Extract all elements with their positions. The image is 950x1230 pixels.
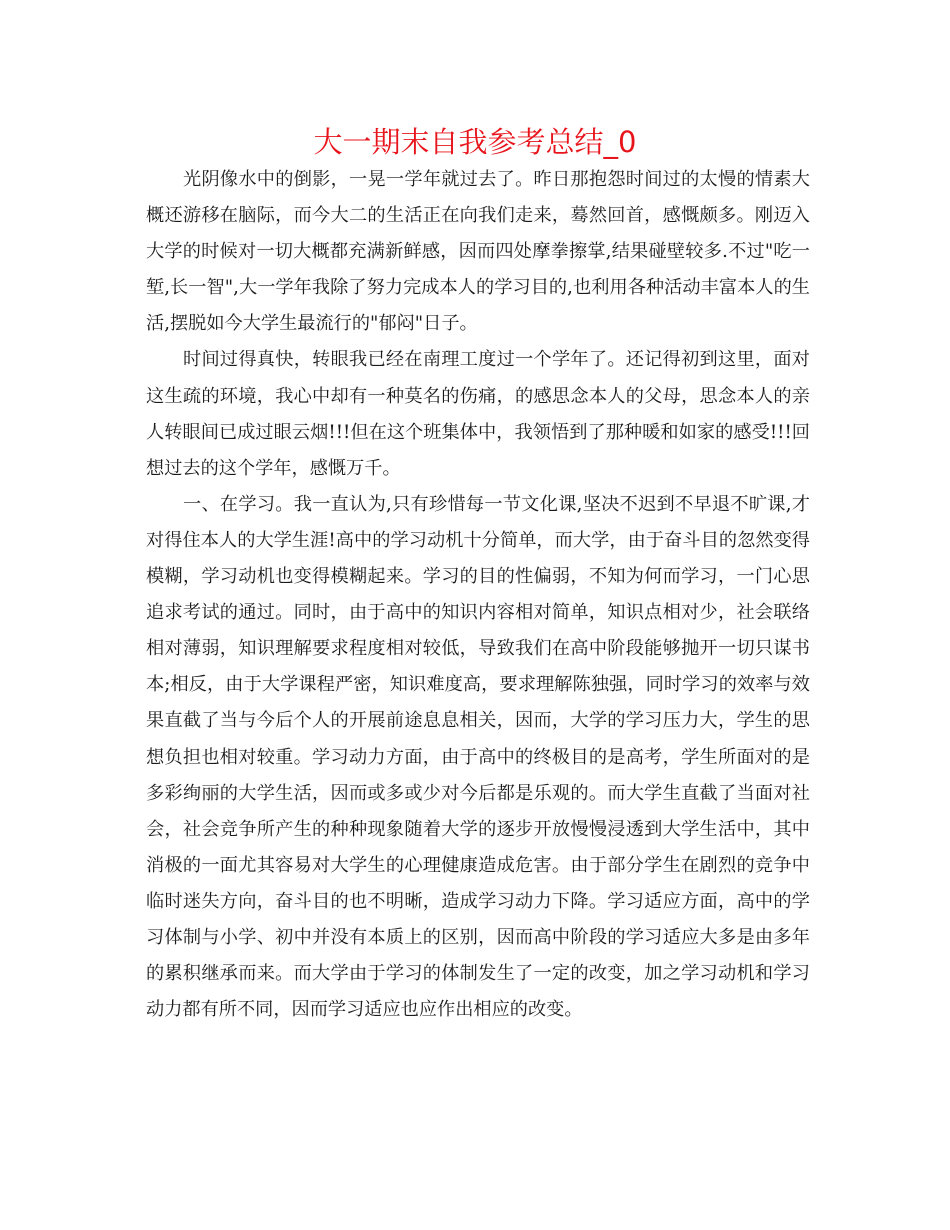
document-title: 大一期末自我参考总结_0: [313, 125, 637, 159]
document-body: [146, 162, 810, 1028]
paragraph-2: 时间过得真快，转眼我已经在南理工度过一个学年了。还记得初到这里，面对这生疏的环境，我心中却有一种莫名的伤痛，的感思念本人的父母，思念本人的亲人转眼间已成过眼云烟!!!但在这个班集体中，我领悟到了那种暖和如家的感受!!!回想过去的这个学年，感慨万千。: [146, 349, 810, 479]
paragraph-3: 一、在学习。我一直认为,只有珍惜每一节文化课,坚决不迟到不早退不旷课,才对得住本人的大学生涯!高中的学习动机十分简单，而大学，由于奋斗目的忽然变得模糊，学习动机也变得模糊起来。学习的目的性偏弱，不知为何而学习，一门心思追求考试的通过。同时，由于高中的知识内容相对简单，知识点相对少，社会联络相对薄弱，知识理解要求程度相对较低，导致我们在高中阶段能够抛开一切只谋书本;相反，由于大学课程严密，知识难度高，要求理解陈独强，同时学习的效率与效果直截了当与今后个人的开展前途息息相关，因而，大学的学习压力大，学生的思想负担也相对较重。学习动力方面，由于高中的终极目的是高考，学生所面对的是多彩绚丽的大学生活，因而或多或少对今后都是乐观的。而大学生直截了当面对社会，社会竞争所产生的种种现象随着大学的逐步开放慢慢浸透到大学生活中，其中消极的一面尤其容易对大学生的心理健康造成危害。由于部分学生在剧烈的竞争中临时迷失方向，奋斗目的也不明晰，造成学习动力下降。学习适应方面，高中的学习体制与小学、初中并没有本质上的区别，因而高中阶段的学习适应大多是由多年的累积继承而来。而大学由于学习的体制发生了一定的改变，加之学习动机和学习动力都有所不同，因而学习适应也应作出相应的改变。: [146, 493, 810, 1021]
paragraph-1: 光阴像水中的倒影，一晃一学年就过去了。昨日那抱怨时间过的太慢的情素大概还游移在脑际，而今大二的生活正在向我们走来，蓦然回首，感慨颇多。刚迈入大学的时候对一切大概都充满新鲜感，因而四处摩拳擦掌,结果碰壁较多.不过"吃一堑,长一智",大一学年我除了努力完成本人的学习目的,也利用各种活动丰富本人的生活,摆脱如今大学生最流行的"郁闷"日子。: [146, 169, 810, 335]
